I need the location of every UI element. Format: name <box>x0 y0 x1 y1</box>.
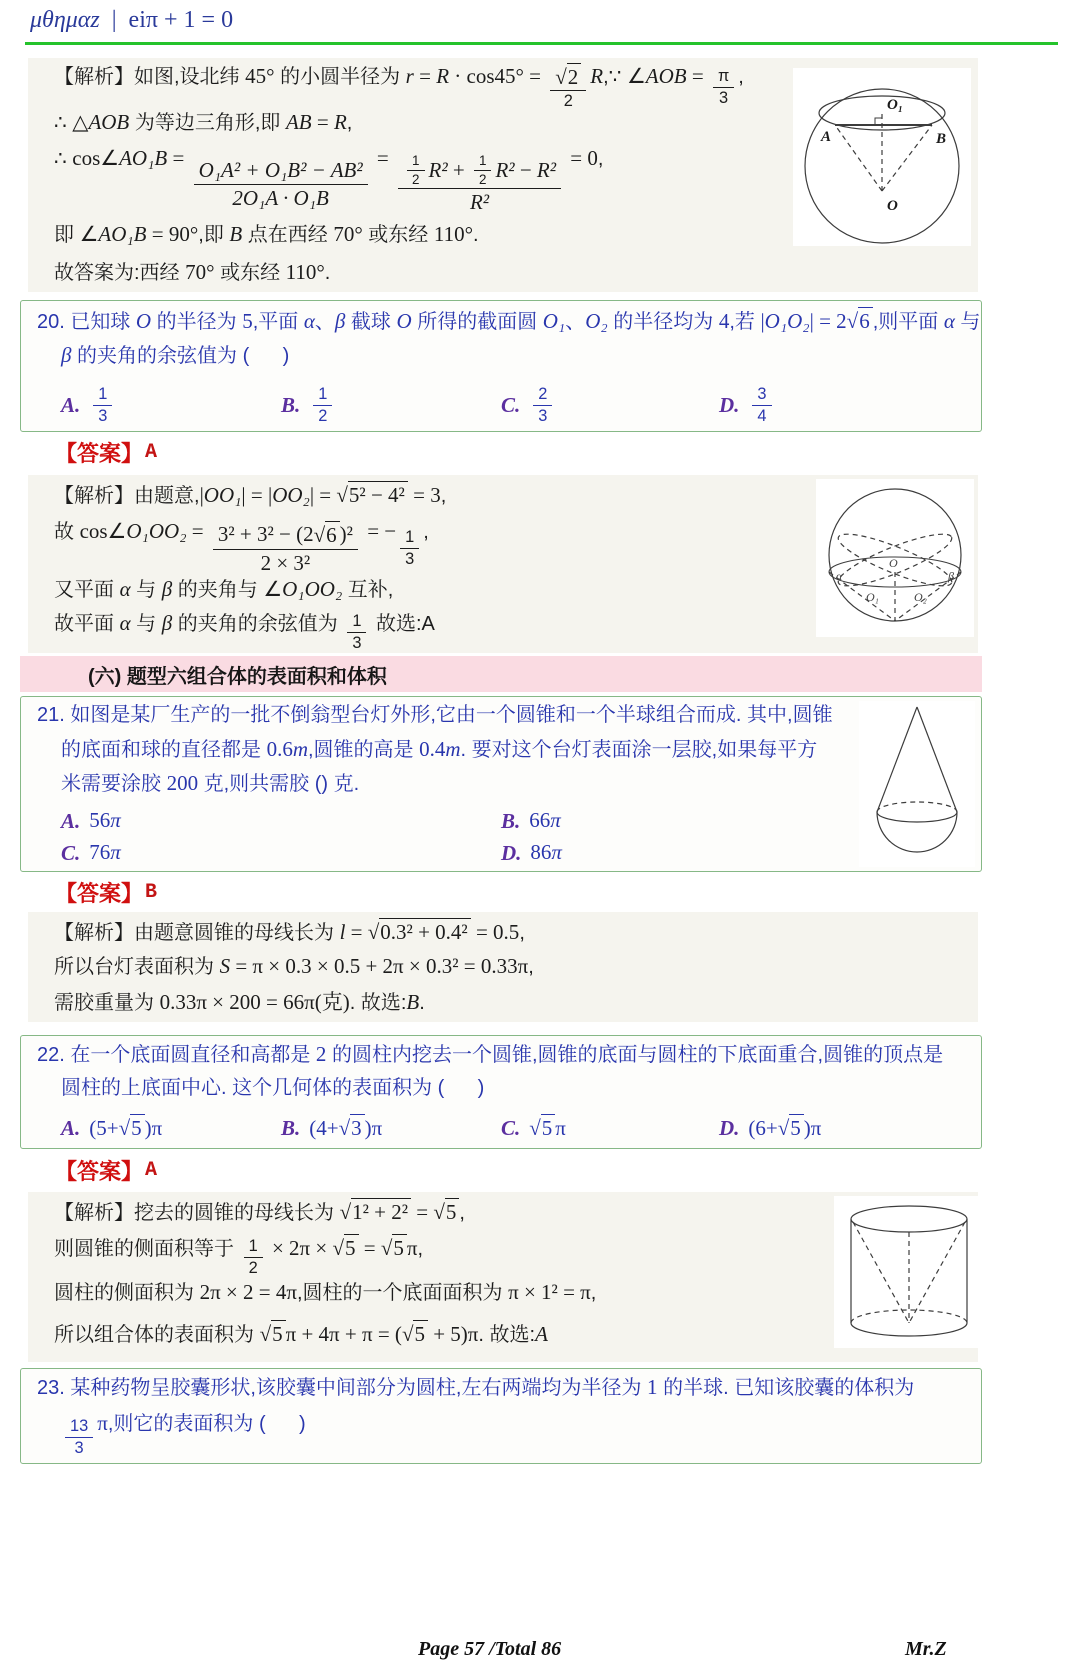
header-divider-line <box>25 42 1058 45</box>
option-value: 86 π <box>530 840 562 865</box>
option-value: 66 π <box>529 808 561 833</box>
solution-block-21 <box>28 912 978 1022</box>
text-line: 【解析】由题意圆锥的母线长为 l = √ 0.3² + 0.4² = 0.5 , <box>54 920 525 944</box>
option-letter: C. <box>61 840 81 865</box>
figure-label-o1: O₁ <box>887 97 904 113</box>
option-a <box>61 1110 162 1146</box>
option-letter: B. <box>281 392 301 417</box>
figure-label-o: O <box>887 198 898 214</box>
answer-row-21 <box>55 878 157 906</box>
option-value: √ 5 π <box>529 1116 566 1141</box>
text-line: 故 cos∠ O₁OO₂ = 3² + 3² − (2 √ 6 )² 2 × 3² = − $\frac{1}{3}$ , <box>54 519 429 575</box>
option-value: 56 π <box>89 808 121 833</box>
option-value: (4+ √ 3 )π <box>309 1116 383 1141</box>
option-d <box>501 837 562 869</box>
question-text-line: 的底面和球的直径都是 0.6 m ,圆锥的高是 0.4 m . 要对这个台灯表面涂一层胶,如果每平方 <box>61 737 818 761</box>
option-letter: D. <box>719 1115 740 1140</box>
answer-label: 【答案】 <box>55 440 144 466</box>
figure-lamp-cone-hemisphere <box>859 701 975 867</box>
option-letter: B. <box>501 808 521 833</box>
question-text-line: 20. 已知球 O 的半径为 5 ,平面 α 、 β 截球 O 所得的截面圆 O₁ 、 O₂ 的半径均为 4 ,若 | O₁O₂ | = 2 √ 6 ,则平面 α 与 <box>37 309 981 333</box>
option-letter: A. <box>61 392 81 417</box>
option-letter: A. <box>61 1115 81 1140</box>
section-header: (六) 题型六组合体的表面积和体积 <box>20 656 982 692</box>
answer-value: B <box>145 880 158 904</box>
question-text-line: 米需要涂胶 200 克,则共需胶 () 克. <box>61 771 360 795</box>
text-line: 【解析】由题意, | OO₁ | = | OO₂ | = √ 5² − 4² = 3 , <box>54 483 447 507</box>
option-a <box>61 805 121 837</box>
option-letter: A. <box>61 808 81 833</box>
option-d <box>719 1110 821 1146</box>
answer-value: A <box>145 1158 158 1182</box>
answer-row-20 <box>55 438 157 466</box>
figure-label-o1: O₁ <box>866 590 879 604</box>
question-box-23 <box>20 1368 982 1464</box>
option-b <box>501 805 561 837</box>
brand-header: μθημαz | e iπ + 1 = 0 <box>30 7 234 33</box>
option-letter: B. <box>281 1115 301 1140</box>
footer-author: Mr.Z <box>905 1638 947 1660</box>
solution-block-22 <box>28 1192 978 1362</box>
figure-label-beta: β <box>948 569 954 583</box>
text-line: 则圆锥的侧面积等于 $\frac{1}{2}$ × 2π × √ 5 = √ 5 π , <box>54 1236 424 1277</box>
option-letter: D. <box>719 392 740 417</box>
figure-label-o: O <box>889 556 898 570</box>
option-value: $\frac{1}{2}$ <box>309 385 336 426</box>
figure-sphere-two-planes <box>816 479 974 637</box>
figure-cylinder-cone <box>834 1196 984 1348</box>
text-line: ∴ cos∠ AO₁B = $\frac{\text{O₁A² + O₁B² − AB²}}{\text{2O₁A · O₁B}}$ = $\frac{1}{2}$ R² + $\frac{1}{2}$ R² − R² R² = 0 , <box>54 146 604 215</box>
option-c <box>501 377 556 433</box>
figure-sphere-latitude <box>793 68 971 246</box>
question-text-line: 21. 如图是某厂生产的一批不倒翁型台灯外形,它由一个圆锥和一个半球组合而成. 其中,圆锥 <box>37 704 833 726</box>
option-value: $\frac{3}{4}$ <box>748 385 775 426</box>
text-line: 所以组合体的表面积为 √ 5 π + 4π + π = ( √ 5 + 5)π . 故选: A <box>54 1322 548 1346</box>
answer-value: A <box>145 440 158 464</box>
figure-label-b: B <box>936 131 947 147</box>
question-text-line: $\frac{13}{3}$ π ,则它的表面积为 ( ) <box>37 1411 969 1463</box>
text-line: 圆柱的侧面积为 2π × 2 = 4π ,圆柱的一个底面面积为 π × 1² = π , <box>54 1280 597 1304</box>
option-d <box>719 377 776 433</box>
question-text-line: β 的夹角的余弦值为 ( ) <box>61 343 290 367</box>
question-box-22 <box>20 1035 982 1149</box>
footer-page-number: Page 57 /Total 86 <box>418 1638 562 1660</box>
option-c <box>61 837 121 869</box>
text-line: ∴ △ AOB 为等边三角形,即 AB = R , <box>54 110 353 134</box>
option-value: (5+ √ 5 )π <box>89 1116 163 1141</box>
question-text-line: 22. 在一个底面圆直径和高都是 2 的圆柱内挖去一个圆锥,圆锥的底面与圆柱的下底面重合,圆锥的顶点是 <box>37 1042 944 1066</box>
solution-block-20 <box>28 475 978 653</box>
option-a <box>61 377 116 433</box>
option-b <box>281 1110 382 1146</box>
text-line: 所以台灯表面积为 S = π × 0.3 × 0.5 + 2π × 0.3² = 0.33π , <box>54 954 534 978</box>
option-c <box>501 1110 566 1146</box>
options-row <box>37 377 969 433</box>
figure-label-alpha: α <box>836 569 843 583</box>
option-b <box>281 377 336 433</box>
option-value: $\frac{1}{3}$ <box>89 385 116 426</box>
answer-label: 【答案】 <box>55 880 144 906</box>
answer-row-22 <box>55 1156 157 1184</box>
options-row <box>37 837 969 869</box>
text-line: 【解析】如图,设北纬 45° 的小圆半径为 r = R · cos45° = √ 2 2 R ,∵ ∠ AOB = $\frac{\pi}{3}$ , <box>54 64 744 111</box>
text-line: 故答案为:西经 70° 或东经 110° . <box>54 260 331 284</box>
question-text-line: 23. 某种药物呈胶囊形状,该胶囊中间部分为圆柱,左右两端均为半径为 1 的半球. 已知该胶囊的体积为 <box>37 1375 915 1399</box>
text-line: 【解析】挖去的圆锥的母线长为 √ 1² + 2² = √ 5 , <box>54 1200 465 1224</box>
option-value: (6+ √ 5 )π <box>748 1116 822 1141</box>
figure-label-a: A <box>821 129 832 145</box>
question-box-20 <box>20 300 982 432</box>
figure-label-o2: O₂ <box>914 590 927 604</box>
solution-block-19 <box>28 58 978 292</box>
text-line: 即 ∠ AO₁B = 90° ,即 B 点在西经 70° 或东经 110° . <box>54 222 479 246</box>
answer-label: 【答案】 <box>55 1158 144 1184</box>
option-letter: D. <box>501 840 522 865</box>
option-letter: C. <box>501 392 521 417</box>
text-line: 故平面 α 与 β 的夹角的余弦值为 $\frac{1}{3}$ 故选:A <box>54 611 435 652</box>
options-row <box>37 805 969 837</box>
text-line: 需胶重量为 0.33π × 200 = 66π(克) . 故选: B . <box>54 990 425 1014</box>
option-value: $\frac{2}{3}$ <box>529 385 556 426</box>
question-text-line: 圆柱的上底面中心. 这个几何体的表面积为 ( ) <box>61 1077 485 1099</box>
options-row <box>37 1110 969 1146</box>
option-value: 76 π <box>89 840 121 865</box>
question-box-21 <box>20 696 982 872</box>
option-letter: C. <box>501 1115 521 1140</box>
text-line: 又平面 α 与 β 的夹角与 ∠ O₁OO₂ 互补, <box>54 577 394 601</box>
